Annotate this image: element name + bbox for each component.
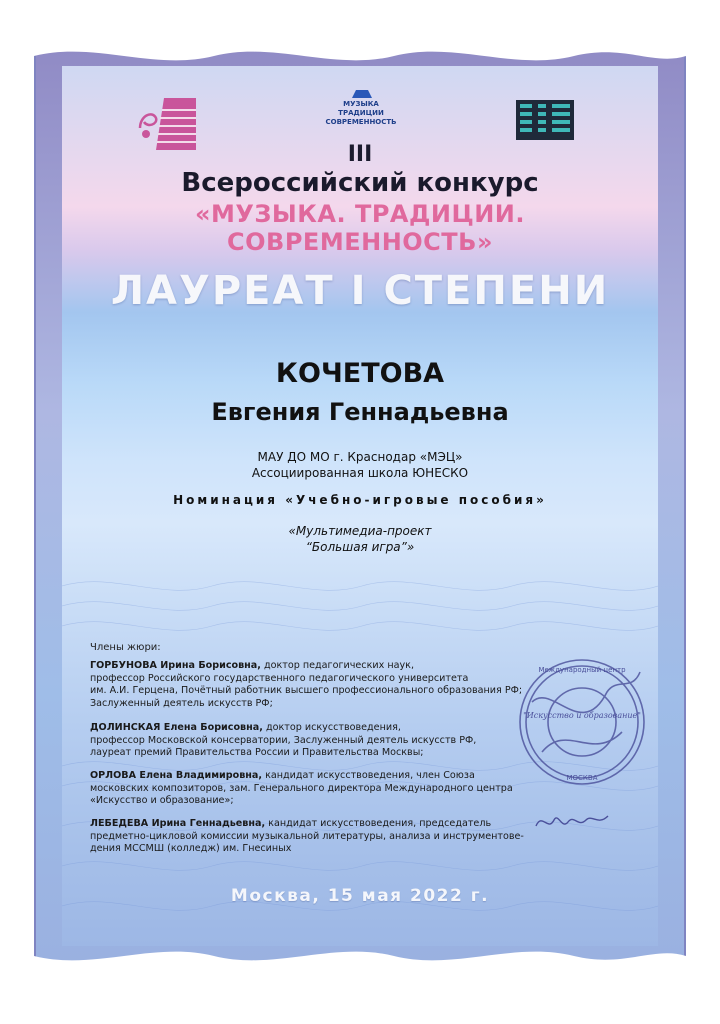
award-title: ЛАУРЕАТ I СТЕПЕНИ bbox=[110, 268, 610, 314]
jury-member-name: ДОЛИНСКАЯ Елена Борисовна, bbox=[90, 722, 263, 733]
jury-member-orlova bbox=[90, 770, 560, 808]
project-title-line-2: “Большая игра”» bbox=[305, 540, 415, 554]
jury-member-line: им. А.И. Герцена, Почётный работник высшего профессионального образования РФ; bbox=[90, 685, 523, 697]
jury-member-line: кандидат искусствоведения, председатель bbox=[265, 818, 492, 829]
jury-member-line: доктор педагогических наук, bbox=[260, 660, 415, 671]
contest-logo-line-1: МУЗЫКА bbox=[343, 100, 379, 108]
jury-member-line: профессор Московской консерватории, Заслуженный деятель искусств РФ, bbox=[90, 734, 477, 746]
stamp-center-text: "Искусство и образование" bbox=[523, 711, 641, 720]
contest-number: III bbox=[347, 142, 373, 167]
contest-type: Всероссийский конкурс bbox=[181, 168, 539, 198]
jury-member-line: кандидат искусствоведения, член Союза bbox=[262, 770, 475, 781]
project-title-line-1: «Мультимедиа-проект bbox=[288, 524, 432, 538]
school-name: МАУ ДО МО г. Краснодар «МЭЦ» bbox=[257, 450, 463, 464]
stamp-ring-text: Международный центр bbox=[538, 666, 626, 674]
jury-member-line: дения МССМШ (колледж) им. Гнесиных bbox=[90, 843, 292, 855]
recipient-surname: КОЧЕТОВА bbox=[275, 358, 445, 389]
jury-member-line: московских композиторов, зам. Генерального директора Международного центра bbox=[90, 782, 513, 794]
jury-member-line: лауреат премий Правительства России и Правительства Москвы; bbox=[90, 747, 424, 759]
jury-member-name: ГОРБУНОВА Ирина Борисовна, bbox=[90, 660, 261, 671]
recipient-firstname: Евгения Геннадьевна bbox=[211, 398, 509, 426]
official-stamp-icon bbox=[512, 652, 652, 792]
jury-member-name: ЛЕБЕДЕВА Ирина Геннадьевна, bbox=[90, 818, 266, 829]
contest-logo-line-2: ТРАДИЦИИ bbox=[338, 109, 384, 117]
jury-member-line: Заслуженный деятель искусств РФ; bbox=[90, 697, 273, 709]
jury-member-lebedeva bbox=[90, 818, 560, 856]
frame-wave-bottom bbox=[34, 936, 686, 976]
contest-name: «МУЗЫКА. ТРАДИЦИИ. СОВРЕМЕННОСТЬ» bbox=[194, 200, 526, 256]
certificate-body bbox=[62, 66, 658, 946]
city-and-date: Москва, 15 мая 2022 г. bbox=[230, 886, 490, 906]
nomination: Номинация «Учебно-игровые пособия» bbox=[173, 493, 547, 507]
jury-member-name: ОРЛОВА Елена Владимировна, bbox=[90, 770, 263, 781]
jury-member-line: профессор Российского государственного педагогического университета bbox=[90, 672, 469, 684]
jury-member-dolinskaya bbox=[90, 722, 560, 760]
jury-title: Члены жюри: bbox=[90, 642, 161, 653]
jury-member-line: предметно-цикловой комиссии музыкальной литературы, анализа и инструментове- bbox=[90, 830, 524, 842]
contest-logo-line-3: СОВРЕМЕННОСТЬ bbox=[325, 118, 397, 126]
stamp-bottom-text: МОСКВА bbox=[566, 774, 598, 782]
music-school-logo-icon bbox=[514, 96, 576, 144]
jury-member-line: доктор искусствоведения, bbox=[262, 722, 401, 733]
signature-icon bbox=[532, 806, 612, 836]
jury-member-gorbunova bbox=[90, 660, 560, 710]
jury-member-line: «Искусство и образование»; bbox=[90, 795, 234, 807]
school-association: Ассоциированная школа ЮНЕСКО bbox=[251, 466, 469, 480]
